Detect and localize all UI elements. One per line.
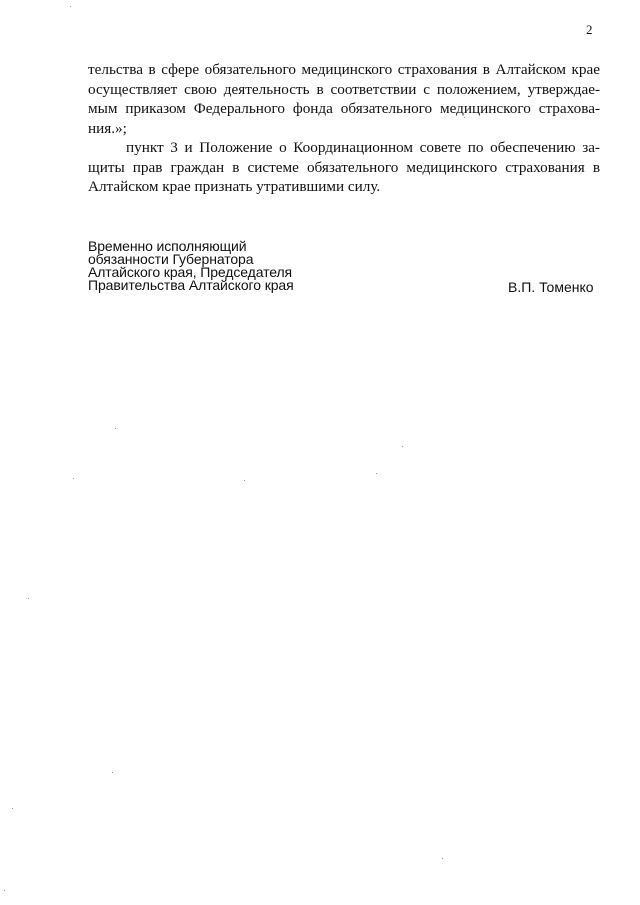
body-line: щиты прав граждан в системе обязательного медицинского страхования в bbox=[88, 158, 600, 176]
scan-speck bbox=[12, 808, 13, 809]
scan-speck bbox=[112, 772, 113, 773]
body-line-paragraph-start: пункт 3 и Положение о Координационном совете по обеспечению за- bbox=[126, 139, 600, 156]
body-line: Алтайском крае признать утратившими силу. bbox=[88, 178, 381, 195]
scan-speck bbox=[442, 858, 443, 859]
signatory-position-line: Временно исполняющий bbox=[88, 238, 247, 254]
body-line: осуществляет свою деятельность в соответствии с положением, утверждае- bbox=[88, 80, 600, 98]
signatory-name: В.П. Томенко bbox=[508, 279, 594, 295]
signatory-position-line: обязанности Губернатора bbox=[88, 251, 254, 267]
signatory-position bbox=[88, 240, 294, 292]
document-body bbox=[88, 60, 600, 197]
body-line: ния.»; bbox=[88, 119, 127, 137]
scan-speck bbox=[376, 473, 377, 474]
scan-speck bbox=[70, 6, 71, 7]
page-number: 2 bbox=[586, 22, 593, 37]
scan-speck bbox=[28, 598, 29, 599]
signatory-position-line: Правительства Алтайского края bbox=[88, 277, 294, 293]
scan-speck bbox=[464, 117, 465, 118]
scan-speck bbox=[115, 428, 116, 429]
scan-speck bbox=[244, 480, 245, 481]
scan-speck bbox=[4, 890, 5, 891]
scan-speck bbox=[73, 478, 74, 479]
body-line: мым приказом Федерального фонда обязательного медицинского страхова- bbox=[88, 100, 600, 117]
signatory-position-line: Алтайского края, Председателя bbox=[88, 264, 293, 280]
scan-speck bbox=[402, 446, 403, 447]
body-line: тельства в сфере обязательного медицинского страхования в Алтайском крае bbox=[88, 61, 600, 78]
